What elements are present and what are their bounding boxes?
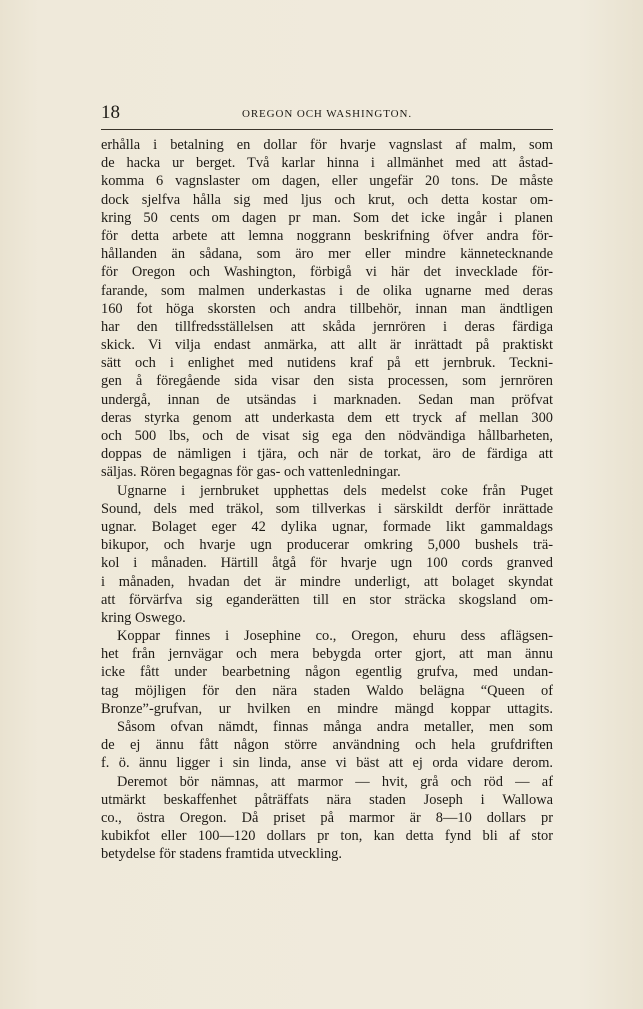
text-line: Deremot bör nämnas, att marmor — hvit, grå och röd — af (117, 773, 553, 790)
text-line: kubikfot eller 100—120 dollars pr ton, kan detta fynd bli af stor (101, 828, 553, 845)
text-line: att förvärfva sig eganderätten till en stor sträcka skogsland om- (101, 591, 553, 608)
text-line: Bronze”-grufvan, ur hvilken en mindre mängd koppar uttagits. (101, 700, 553, 717)
text-line: betydelse för stadens framtida utveckling. (101, 846, 342, 863)
text-line: deras styrka genom att underkasta dem ett tryck af mellan 300 (101, 409, 553, 426)
text-line: Koppar finnes i Josephine co., Oregon, ehuru dess aflägsen- (117, 628, 553, 645)
text-line: het från jernvägar och mera bebygda orter gjort, att man ännu (101, 646, 553, 663)
text-line: de ej ännu fått någon större användning och hela grufdriften (101, 737, 553, 754)
text-line: utmärkt beskaffenhet påträffats nära staden Joseph i Wallowa (101, 791, 553, 808)
header-rule (101, 129, 553, 130)
text-line: ugnar. Bolaget eger 42 dylika ugnar, formade likt gammaldags (101, 518, 553, 535)
text-line: gen å föregående sida visar den sista processen, som jernrören (101, 373, 553, 390)
text-line: dock sjelfva hålla sig med ljus och krut, och detta kostar om- (101, 191, 553, 208)
text-line: bikupor, och hvarje ugn producerar omkring 5,000 bushels trä- (101, 537, 553, 554)
text-line: f. ö. ännu ligger i sin linda, anse vi bäst att ej orda vidare derom. (101, 755, 553, 772)
text-line: doppas de nämligen i tjära, och när de torkat, äro de färdiga att (101, 446, 553, 463)
text-line: farande, som malmen underkastas i de olika ugnarne med deras (101, 282, 553, 299)
text-line: har den tillfredsställelsen att skåda jernrören i deras färdiga (101, 318, 553, 335)
text-line: tag möjligen för den nära staden Waldo belägna “Queen of (101, 682, 553, 699)
text-line: Ugnarne i jernbruket upphettas dels medelst coke från Puget (117, 482, 553, 499)
text-line: Sound, dels med träkol, som tillverkas i särskildt derför inrättade (101, 500, 553, 517)
text-line: co., östra Oregon. Då priset på marmor är 8—10 dollars pr (101, 809, 553, 826)
text-line: och 500 lbs, och de visat sig ega den nödvändiga hållbarheten, (101, 428, 553, 444)
text-line: Såsom ofvan nämdt, finnas många andra metaller, men som (117, 719, 553, 735)
text-line: icke fått under bearbetning någon egentlig grufva, med undan- (101, 664, 553, 681)
body-text (101, 136, 553, 864)
text-line: erhålla i betalning en dollar för hvarje vagnslast af malm, som (101, 137, 553, 153)
text-line: säljas. Rören begagnas för gas- och vattenledningar. (101, 464, 401, 481)
running-title: OREGON OCH WASHINGTON. (241, 108, 413, 120)
text-line: undergå, innan de utsändas i marknaden. Sedan man pröfvat (101, 391, 553, 408)
text-line: skick. Vi vilja endast anmärka, att allt är inrättadt på praktiskt (101, 337, 553, 354)
text-line: i månaden, hvadan det är mindre underligt, att bolaget skyndat (101, 573, 553, 590)
text-line: sätt och i enlighet med nutidens kraf på ett jernbruk. Teckni- (101, 355, 553, 372)
page-header (101, 100, 553, 126)
text-line: för detta arbete att lemna noggrann beskrifning öfver andra för- (101, 227, 553, 244)
text-line: kol i månaden. Härtill åtgå för hvarje ugn 100 cords granved (101, 555, 553, 572)
text-line: 160 fot höga skorsten och andra tillbehör, innan man ändtligen (101, 300, 553, 317)
text-line: kring Oswego. (101, 609, 186, 626)
text-line: de hacka ur berget. Två karlar hinna i allmänhet med att åstad- (101, 155, 553, 172)
text-line: för Oregon och Washington, förbigå vi här det invecklade för- (101, 264, 553, 281)
text-line: hållanden än sådana, som äro mer eller mindre kännetecknande (101, 246, 553, 263)
page-number: 18 (101, 102, 120, 123)
text-line: kring 50 cents om dagen pr man. Som det icke ingår i planen (101, 209, 553, 226)
text-line: komma 6 vagnslaster om dagen, eller ungefär 20 tons. De måste (101, 173, 553, 190)
